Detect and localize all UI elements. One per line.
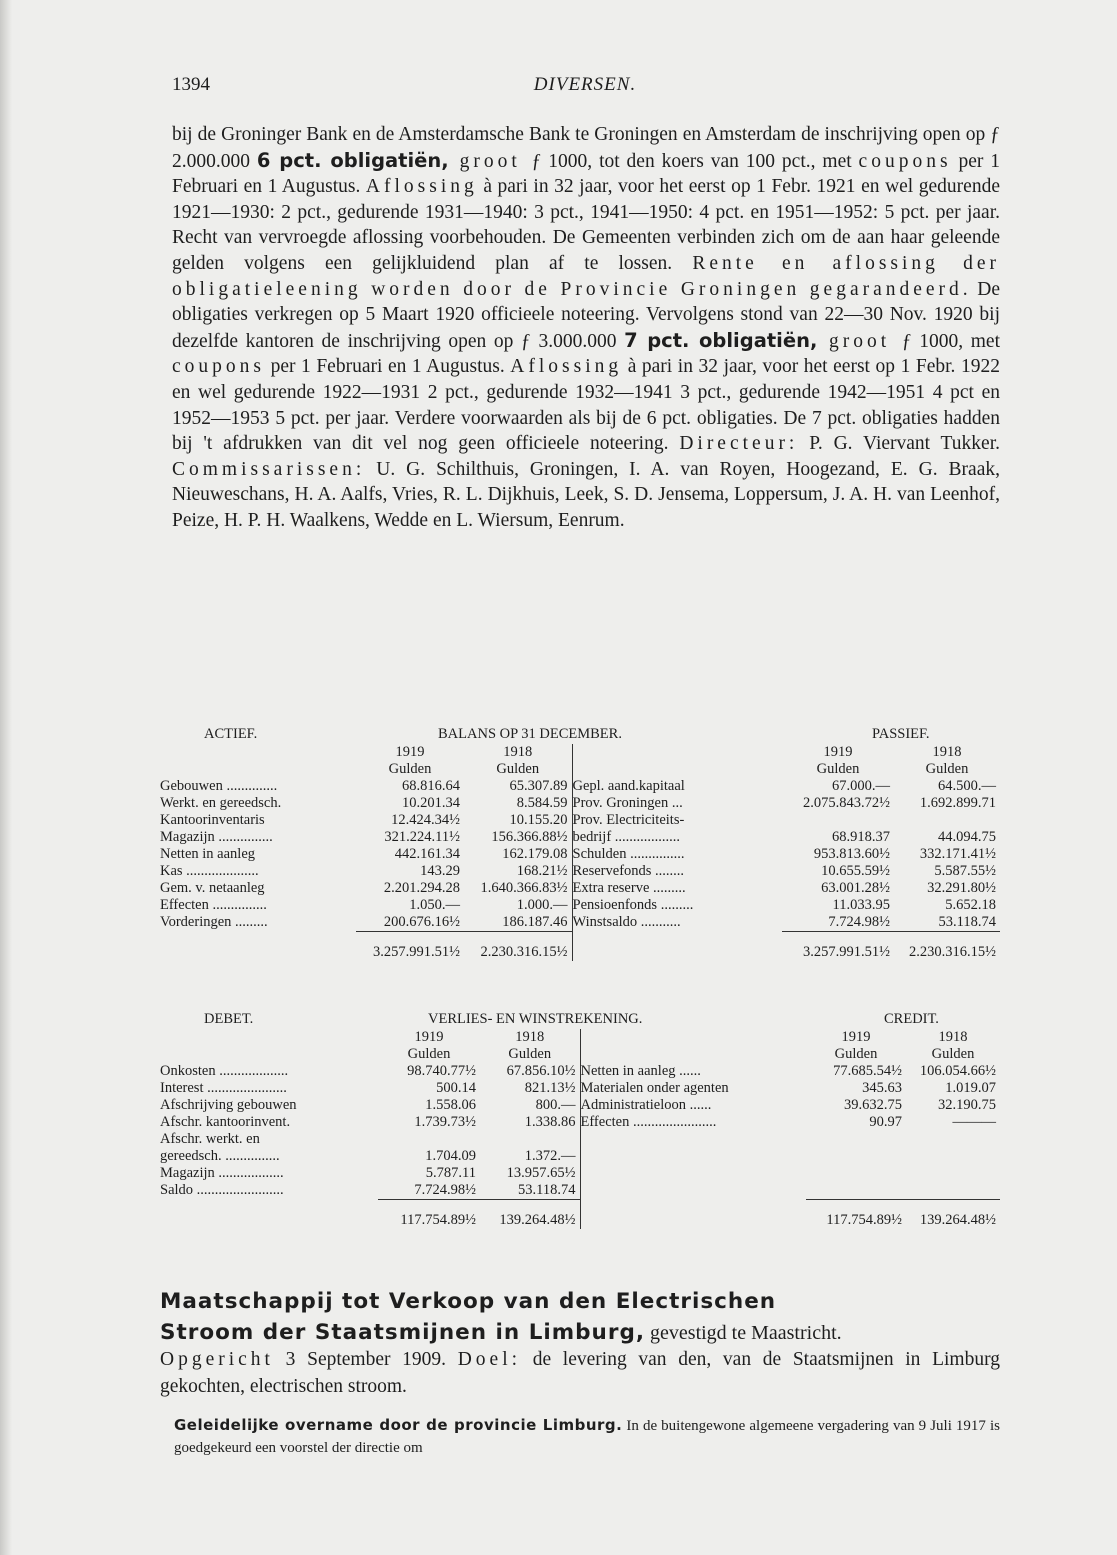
blank-cell [580,1046,806,1063]
left-value-1918: 13.957.65½ [480,1165,580,1182]
blank-cell [572,744,782,761]
right-value-1918: 1.019.07 [945,1080,996,1096]
table-row [160,897,1000,914]
right-item-label: Effecten ....................... [580,1114,717,1130]
year-label: 1919 [823,744,853,760]
right-value-1918: 1.692.899.71 [919,795,996,811]
year-header-row [160,744,1000,761]
right-total-1918: 139.264.48½ [906,1200,1000,1230]
unit-label: Gulden [407,1046,451,1062]
verlies-left-title: DEBET. [204,1011,254,1027]
right-value-1919: 7.724.98½ [828,914,890,930]
left-value-1919 [378,1131,480,1148]
left-item-label: Interest ...................... [160,1080,287,1096]
right-value-1919: 68.918.37 [832,829,890,845]
unit-label: Gulden [925,761,969,777]
left-item-label: Kas .................... [160,863,259,879]
left-value-1919: 98.740.77½ [407,1063,476,1079]
year-header-row [160,1029,1000,1046]
intro-spaced: Directeur: [679,433,799,455]
blank-cell [580,1200,806,1230]
left-total-1918: 139.264.48½ [480,1200,580,1230]
balans-right-title: PASSIEF. [872,726,930,742]
left-item-label: Afschr. kantoorinvent. [160,1114,291,1130]
table-row [160,1131,1000,1148]
left-value-1918: 800.— [480,1097,580,1114]
intro-text: bij de Groninger Bank en de Amsterdamsche Bank te Groningen en Amsterdam de inschrijving open op [172,124,991,145]
unit-label: Gulden [480,1046,580,1063]
table-row [160,1097,1000,1114]
right-value-1918: 53.118.74 [938,914,996,930]
right-value-1919 [806,1131,906,1148]
section-title: DIVERSEN. [533,74,637,95]
doel-label: Doel: [457,1349,522,1370]
intro-spaced: Aflossing [510,356,623,378]
right-item-label: Reservefonds ........ [572,863,685,879]
overname-paragraph [174,1414,1000,1459]
unit-label: Gulden [931,1046,975,1062]
intro-spaced: groot [817,330,902,352]
right-value-1918: 32.291.80½ [927,880,996,896]
right-item-label: Gepl. aand.kapitaal [572,778,685,794]
left-value-1918 [480,1131,580,1148]
intro-text: à pari in 32 jaar, voor het eerst op 1 Febr. 1921 en wel gedurende 1921—1930: 2 pct., gedurende 1931—1940: 3 pct., 1941—1950: 4 pct. en 1951—1952: 5 pct. per jaar. Recht van vervroegde aflossing voorbehouden. De Gemeenten verbinden zich om de aan haar geleende gelden volgens een gelijkluidend plan af te lossen. [172,176,1000,274]
right-item-label: bedrijf .................. [572,829,681,845]
year-label: 1918 [932,744,962,760]
intro-bold: 6 pct. obligatiën, [256,148,449,172]
left-value-1918: 67.856.10½ [480,1063,580,1080]
company-heading [160,1286,1000,1348]
left-value-1919: 5.787.11 [425,1165,476,1181]
balans-left-title: ACTIEF. [204,726,258,742]
intro-text: per 1 Februari en 1 Augustus. [265,356,511,378]
table-row [160,1165,1000,1182]
left-item-label: Afschrijving gebouwen [160,1097,297,1113]
right-total-1918: 2.230.316.15½ [894,932,1000,962]
left-value-1919: 1.050.— [409,897,460,913]
blank-cell [160,932,356,962]
left-value-1918: 1.338.86 [480,1114,580,1131]
right-value-1918: 44.094.75 [938,829,996,845]
balans-center-title: BALANS OP 31 DECEMBER. [438,726,622,742]
right-value-1919: 953.813.60½ [813,846,890,862]
intro-text: ƒ 1000, tot den koers van 100 pct., met [531,150,859,172]
left-value-1919: 1.558.06 [425,1097,476,1113]
verlies-table [160,1011,1000,1229]
right-value-1918 [906,1148,1000,1165]
company-paragraph [160,1346,1000,1400]
right-value-1918: 32.190.75 [938,1097,996,1113]
verlies-center-title: VERLIES- EN WINSTREKENING. [428,1011,643,1027]
unit-label: Gulden [816,761,860,777]
balans-grid [160,744,1000,961]
table-row [160,914,1000,932]
year-label: 1919 [395,744,425,760]
page-number: 1394 [172,74,210,95]
right-value-1919 [806,1148,906,1165]
left-value-1918: 168.21½ [464,863,572,880]
intro-text: De obligaties verkregen op 5 Maart 1920 officieele noteering. Vervolgens stond van 22—30 Nov. 1920 bij dezelfde kantoren de inschrijving open op ƒ 3.000.000 [172,278,1000,352]
unit-header-row [160,1046,1000,1063]
left-value-1919: 1.739.73½ [414,1114,476,1130]
verlies-caption [160,1011,1000,1029]
right-value-1918 [906,1165,1000,1182]
table-row [160,1182,1000,1200]
left-value-1919: 200.676.16½ [383,914,460,930]
right-total-1919: 117.754.89½ [806,1200,906,1230]
year-label: 1919 [414,1029,444,1045]
intro-text: U. G. Schilthuis, Groningen, I. A. van Royen, Hoogezand, E. G. Braak, Nieuweschans, H. A. Aalfs, Vries, R. L. Dijkhuis, Leek, S. D. Jensema, Loppersum, J. A. H. van Leenhof, Peize, H. P. H. Waalkens, Wedde en L. Wiersum, Eenrum. [172,458,1000,531]
intro-spaced: Aflossing [365,176,478,198]
year-label: 1918 [938,1029,968,1045]
page-shadow [0,0,12,1555]
total-row [160,1200,1000,1230]
intro-text: à pari in 32 jaar, voor het eerst op 1 Febr. 1922 en wel gedurende 1922—1931 2 pct., gedurende 1932—1941 3 pct., gedurende 1942—1951 4 pct en 1952—1953 5 pct. per jaar. Verdere voorwaarden als bij de 6 pct. obligaties. De 7 pct. obligaties hadden bij 't afdrukken van dit vel nog geen officieele noteering. [172,356,1000,455]
intro-text: per 1 Februari en 1 Augustus. [172,150,1000,198]
left-item-label: Onkosten ................... [160,1063,289,1079]
left-item-label: Gem. v. netaanleg [160,880,265,896]
total-row [160,932,1000,962]
right-value-1919: 90.97 [869,1114,902,1130]
left-value-1918: 162.179.08 [464,846,572,863]
right-value-1919 [782,812,894,829]
company-location: gevestigd te Maastricht. [645,1322,842,1344]
blank-cell [160,1046,378,1063]
right-value-1918 [894,812,1000,829]
left-value-1919: 442.161.34 [394,846,460,862]
left-item-label: Vorderingen ......... [160,914,268,931]
blank-cell [160,744,356,761]
doel-text: de levering van den, van de Staatsmijnen in Limburg gekochten, electrischen stroom. [160,1349,1000,1397]
intro-text: P. G. Viervant Tukker. [798,433,1000,455]
verlies-grid [160,1029,1000,1229]
year-label: 1918 [464,744,572,761]
left-total-1919: 117.754.89½ [378,1200,480,1230]
right-item-label [580,1182,806,1200]
left-item-label: Kantoorinventaris [160,812,265,828]
right-item-label: Administratieloon ...... [580,1097,712,1113]
left-value-1918: 1.372.— [480,1148,580,1165]
left-item-label: Netten in aanleg [160,846,256,862]
left-value-1918: 186.187.46 [464,914,572,932]
company-name-line2: Stroom der Staatsmijnen in Limburg, [160,1320,646,1345]
table-row [160,795,1000,812]
right-value-1918: 5.652.18 [945,897,996,913]
year-label: 1919 [841,1029,871,1045]
blank-cell [160,761,356,778]
right-value-1918: 332.171.41½ [919,846,996,862]
right-value-1919: 2.075.843.72½ [803,795,890,811]
right-item-label: Netten in aanleg ...... [580,1063,701,1079]
left-value-1919: 10.201.34 [402,795,460,811]
company-name-line1: Maatschappij tot Verkoop van den Electrischen [160,1289,777,1314]
left-value-1919: 2.201.294.28 [383,880,460,896]
left-value-1918: 1.000.— [464,897,572,914]
left-item-label: Werkt. en gereedsch. [160,795,282,811]
intro-bold: 7 pct. obligatiën, [624,328,818,352]
balans-caption [160,726,1000,744]
blank-cell [572,761,782,778]
right-item-label: Extra reserve ......... [572,880,686,896]
right-value-1919: 77.685.54½ [833,1063,902,1079]
intro-paragraph [172,122,1000,534]
left-value-1919: 7.724.98½ [414,1182,476,1198]
right-item-label: Materialen onder agenten [580,1080,729,1096]
table-row [160,1063,1000,1080]
left-value-1919: 500.14 [436,1080,476,1096]
intro-spaced: Commissarissen: [172,458,366,480]
balans-table [160,726,1000,961]
blank-cell [160,1029,378,1046]
right-value-1918: 5.587.55½ [934,863,996,879]
right-value-1919 [806,1182,906,1200]
right-item-label: Prov. Electriciteits- [572,812,685,828]
table-row [160,812,1000,829]
table-row [160,863,1000,880]
left-value-1919: 68.816.64 [402,778,460,794]
page-header [172,74,998,104]
intro-text: ƒ 2.000.000 [172,124,1000,172]
year-label: 1918 [480,1029,580,1046]
blank-cell [160,1200,378,1230]
right-item-label: Pensioenfonds ......... [572,897,694,913]
left-value-1918: 10.155.20 [464,812,572,829]
right-value-1919: 39.632.75 [844,1097,902,1113]
right-value-1918 [906,1182,1000,1200]
left-value-1918: 8.584.59 [464,795,572,812]
left-item-label: Saldo ........................ [160,1182,284,1199]
left-value-1918: 156.366.88½ [464,829,572,846]
right-item-label: Prov. Groningen ... [572,795,683,811]
left-value-1919: 321.224.11½ [384,829,460,845]
left-value-1918: 65.307.89 [464,778,572,795]
left-total-1918: 2.230.316.15½ [464,932,572,962]
left-item-label: gereedsch. ............... [160,1148,280,1164]
table-row [160,778,1000,795]
right-item-label: Winstsaldo ........... [572,914,681,931]
intro-spaced: coupons [172,356,265,378]
right-value-1919: 67.000.— [832,778,890,794]
right-item-label [580,1165,806,1182]
left-total-1919: 3.257.991.51½ [356,932,464,962]
intro-spaced: Rente en aflossing der obligatieleening worden door de Provincie Groningen gegarandeerd. [172,252,1000,300]
intro-spaced: coupons [858,150,952,172]
right-value-1919: 11.033.95 [832,897,890,913]
blank-cell [580,1029,806,1046]
table-row [160,1114,1000,1131]
right-value-1918 [906,1131,1000,1148]
table-row [160,1148,1000,1165]
right-item-label [580,1148,806,1165]
right-item-label [580,1131,806,1148]
overname-label: Geleidelijke overname door de provincie Limburg. [174,1416,623,1434]
right-value-1919: 345.63 [862,1080,902,1096]
right-item-label: Schulden ............... [572,846,685,862]
table-row [160,880,1000,897]
right-value-1919: 63.001.28½ [821,880,890,896]
left-item-label: Gebouwen .............. [160,778,278,794]
left-value-1918: 1.640.366.83½ [464,880,572,897]
unit-label: Gulden [834,1046,878,1062]
table-row [160,846,1000,863]
right-total-1919: 3.257.991.51½ [782,932,894,962]
left-item-label: Afschr. werkt. en [160,1131,260,1147]
left-item-label: Effecten ............... [160,897,267,913]
overname-text: In de buitengewone algemeene vergadering van 9 Juli 1917 is goedgekeurd een voorstel der directie om [174,1418,1000,1456]
opgericht-text: 3 September 1909. [273,1349,458,1370]
left-value-1918: 53.118.74 [480,1182,580,1200]
intro-spaced: groot [448,150,532,172]
unit-label: Gulden [464,761,572,778]
right-value-1918: 106.054.66½ [919,1063,996,1079]
unit-header-row [160,761,1000,778]
intro-text: ƒ 1000, met [901,330,1000,352]
right-value-1919: 10.655.59½ [821,863,890,879]
left-value-1919: 143.29 [420,863,460,879]
unit-label: Gulden [388,761,432,777]
verlies-right-title: CREDIT. [884,1011,939,1027]
table-row [160,829,1000,846]
left-value-1918: 821.13½ [480,1080,580,1097]
opgericht-label: Opgericht [160,1349,274,1370]
table-row [160,1080,1000,1097]
right-value-1918: ——— [952,1114,996,1130]
left-item-label: Magazijn .................. [160,1165,284,1181]
left-item-label: Magazijn ............... [160,829,273,845]
left-value-1919: 1.704.09 [425,1148,476,1164]
right-value-1918: 64.500.— [938,778,996,794]
blank-cell [572,932,782,962]
left-value-1919: 12.424.34½ [391,812,460,828]
right-value-1919 [806,1165,906,1182]
